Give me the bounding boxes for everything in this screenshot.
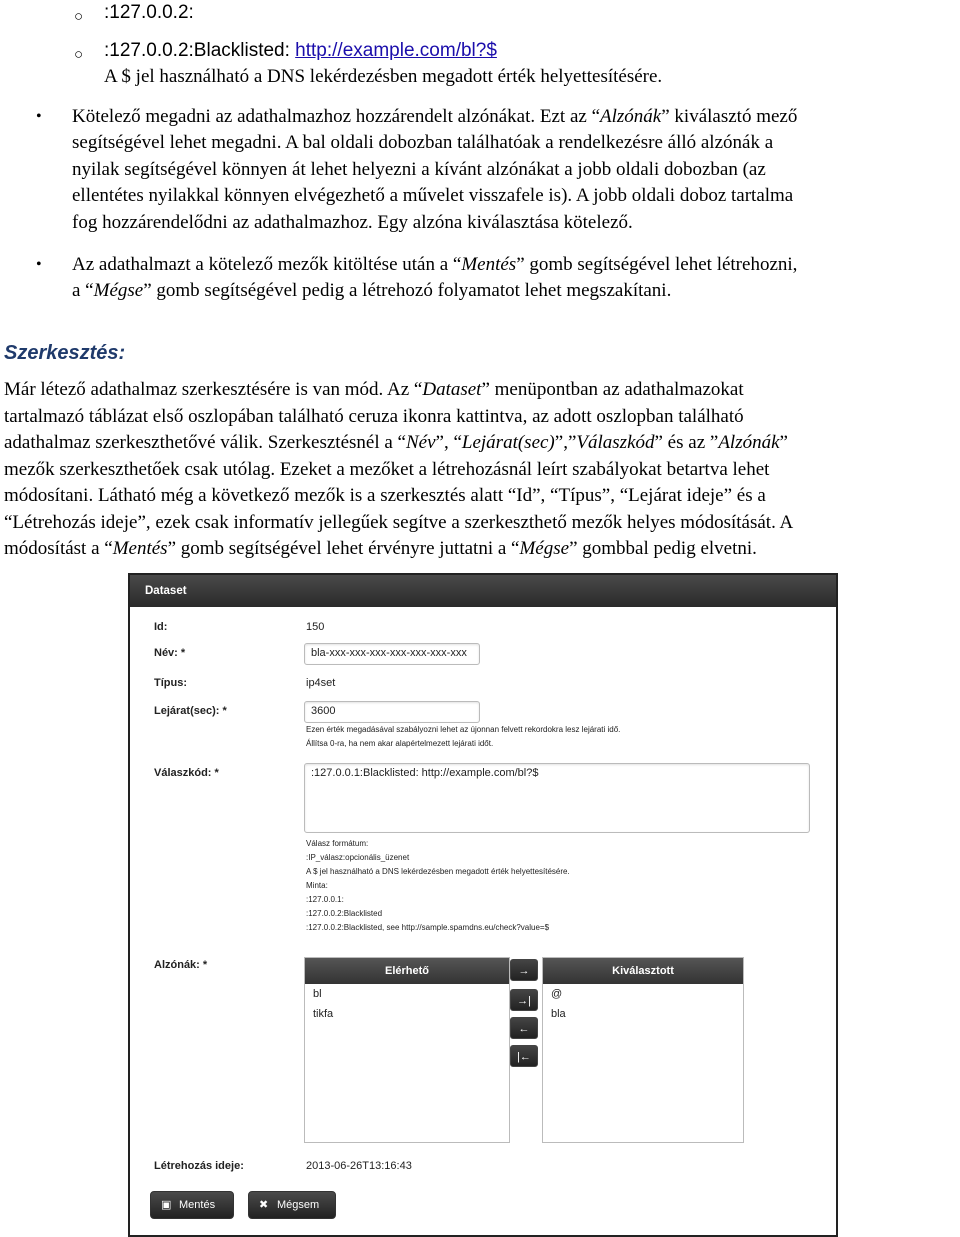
text: Az adathalmazt a kötelező mezők kitöltése után a “ — [72, 254, 462, 275]
text: adathalmaz szerkeszthetővé válik. Szerkesztésnél a “ — [4, 432, 406, 453]
expiry-help-1: Ezen érték megadásával szabályozni lehet az újonnan felvett rekordokra lesz lejárati idő. — [306, 725, 621, 734]
emphasis: Lejárat(sec) — [461, 432, 555, 453]
sub-bullet-marker: ○ — [74, 8, 84, 25]
emphasis: Dataset — [422, 379, 482, 400]
save-button[interactable] — [150, 1191, 234, 1219]
paragraph-line-5: módosítani. Látható még a következő mezők is a szerkesztés alatt “Id”, “Típus”, “Lejárat ideje” és a — [4, 485, 766, 506]
sub-item-2-text: :127.0.0.2:Blacklisted: — [104, 40, 296, 61]
response-textarea[interactable]: :127.0.0.1:Blacklisted: http://example.com/bl?$ — [304, 763, 810, 833]
id-label: Id: — [154, 621, 168, 633]
dataset-form-screenshot — [128, 573, 838, 1237]
example-link[interactable]: http://example.com/bl?$ — [295, 40, 497, 61]
type-label: Típus: — [154, 677, 187, 689]
name-input[interactable]: bla-xxx-xxx-xxx-xxx-xxx-xxx-xxx — [304, 643, 480, 665]
available-list[interactable] — [304, 957, 510, 1143]
paragraph-line-1 — [4, 377, 744, 403]
emphasis: Mégse — [519, 538, 570, 559]
created-value: 2013-06-26T13:16:43 — [306, 1160, 412, 1172]
sub-item-2-note: A $ jel használható a DNS lekérdezésben megadott érték helyettesítésére. — [104, 66, 663, 87]
sub-item-1: :127.0.0.2: — [104, 2, 194, 23]
text: ”, “ — [435, 432, 462, 453]
emphasis: Alzónák — [718, 432, 780, 453]
type-value: ip4set — [306, 677, 336, 689]
emphasis: Név — [405, 432, 436, 453]
text: ” gomb segítségével lehet érvényre juttatni a “ — [167, 538, 520, 559]
paragraph-line-6: “Létrehozás ideje”, ezek csak informatív jellegűek segítve a szerkeszthető mezők helyes módosítását. A — [4, 512, 794, 533]
help-line: :127.0.0.1: — [306, 895, 344, 904]
emphasis: Alzónák — [600, 106, 662, 127]
paragraph-line-2: tartalmazó táblázat első oszlopában található ceruza ikonra kattintva, az adott oszlopban található — [4, 406, 744, 427]
text: ” gombbal pedig elvetni. — [569, 538, 757, 559]
cancel-button-label: Mégsem — [277, 1199, 320, 1211]
selected-list-header: Kiválasztott — [543, 958, 743, 984]
text: ” gomb segítségével lehet létrehozni, — [516, 254, 798, 275]
cancel-button[interactable] — [248, 1191, 336, 1219]
emphasis: Mentés — [461, 254, 517, 275]
paragraph-line-3 — [4, 430, 788, 456]
bullet-1-line-1 — [72, 104, 797, 130]
list-item[interactable]: bla — [551, 1008, 566, 1020]
available-list-header: Elérhető — [305, 958, 509, 984]
bullet-marker: • — [36, 256, 42, 273]
expiry-label: Lejárat(sec): * — [154, 705, 227, 717]
paragraph-line-7 — [4, 536, 757, 562]
selected-list[interactable] — [542, 957, 744, 1143]
move-all-right-button[interactable]: →| — [510, 989, 538, 1011]
help-line: Válasz formátum: — [306, 839, 369, 848]
text: módosítást a “ — [4, 538, 113, 559]
form-title: Dataset — [145, 585, 187, 597]
list-item[interactable]: bl — [313, 988, 322, 1000]
form-header — [130, 575, 836, 607]
id-value: 150 — [306, 621, 325, 633]
expiry-help-2: Állítsa 0-ra, ha nem akar alapértelmezett lejárati időt. — [306, 739, 494, 748]
move-right-button[interactable]: → — [510, 959, 538, 981]
sub-item-2 — [104, 38, 497, 64]
bullet-1-line-3: nyilak segítségével könnyen át lehet helyezni a kívánt alzónákat a jobb oldali dobozban (az — [72, 159, 766, 180]
bullet-1-line-5: fog hozzárendelődni az adathalmazhoz. Egy alzóna kiválasztása kötelező. — [72, 212, 633, 233]
close-icon: ✖ — [259, 1199, 269, 1211]
bullet-2-line-1 — [72, 252, 797, 278]
text: ” kiválasztó mező — [661, 106, 798, 127]
text: ” — [779, 432, 788, 453]
bullet-marker: • — [36, 108, 42, 125]
save-icon: ▣ — [161, 1199, 172, 1211]
list-item[interactable]: tikfa — [313, 1008, 334, 1020]
move-left-button[interactable]: ← — [510, 1017, 538, 1039]
text: Kötelező megadni az adathalmazhoz hozzárendelt alzónákat. Ezt az “ — [72, 106, 601, 127]
move-all-left-button[interactable]: |← — [510, 1045, 538, 1067]
help-line: Minta: — [306, 881, 328, 890]
bullet-1-line-4: ellentétes nyilakkal könnyen elvégezhető a művelet visszafele is). A jobb oldali doboz tartalma — [72, 185, 794, 206]
help-line: :IP_válasz:opcionális_üzenet — [306, 853, 410, 862]
name-label: Név: * — [154, 647, 186, 659]
sub-bullet-marker: ○ — [74, 46, 84, 63]
expiry-input[interactable]: 3600 — [304, 701, 480, 723]
emphasis: Mégse — [93, 280, 144, 301]
created-label: Létrehozás ideje: — [154, 1160, 244, 1172]
response-label: Válaszkód: * — [154, 767, 219, 779]
text: ” gomb segítségével pedig a létrehozó folyamatot lehet megszakítani. — [143, 280, 672, 301]
text: ” és az ” — [654, 432, 719, 453]
paragraph-line-4: mezők szerkeszthetőek csak utólag. Ezeket a mezőket a létrehozásnál leírt szabályokat betartva lehet — [4, 459, 770, 480]
list-item[interactable]: @ — [551, 988, 563, 1000]
emphasis: Mentés — [112, 538, 168, 559]
help-line: :127.0.0.2:Blacklisted, see http://sample.spamdns.eu/check?value=$ — [306, 923, 550, 932]
bullet-1-line-2: segítségével lehet megadni. A bal oldali dobozban találhatóak a rendelkezésre álló alzónák a — [72, 132, 774, 153]
section-heading: Szerkesztés: — [4, 342, 126, 364]
save-button-label: Mentés — [179, 1199, 216, 1211]
bullet-2-line-2 — [72, 278, 671, 304]
emphasis: Válaszkód — [576, 432, 655, 453]
help-line: :127.0.0.2:Blacklisted — [306, 909, 383, 918]
help-line: A $ jel használható a DNS lekérdezésben megadott érték helyettesítésére. — [306, 867, 570, 876]
text: ”,” — [554, 432, 577, 453]
subzones-label: Alzónák: * — [154, 959, 208, 971]
text: a “ — [72, 280, 94, 301]
text: Már létező adathalmaz szerkesztésére is van mód. Az “ — [4, 379, 423, 400]
text: ” menüpontban az adathalmazokat — [481, 379, 744, 400]
